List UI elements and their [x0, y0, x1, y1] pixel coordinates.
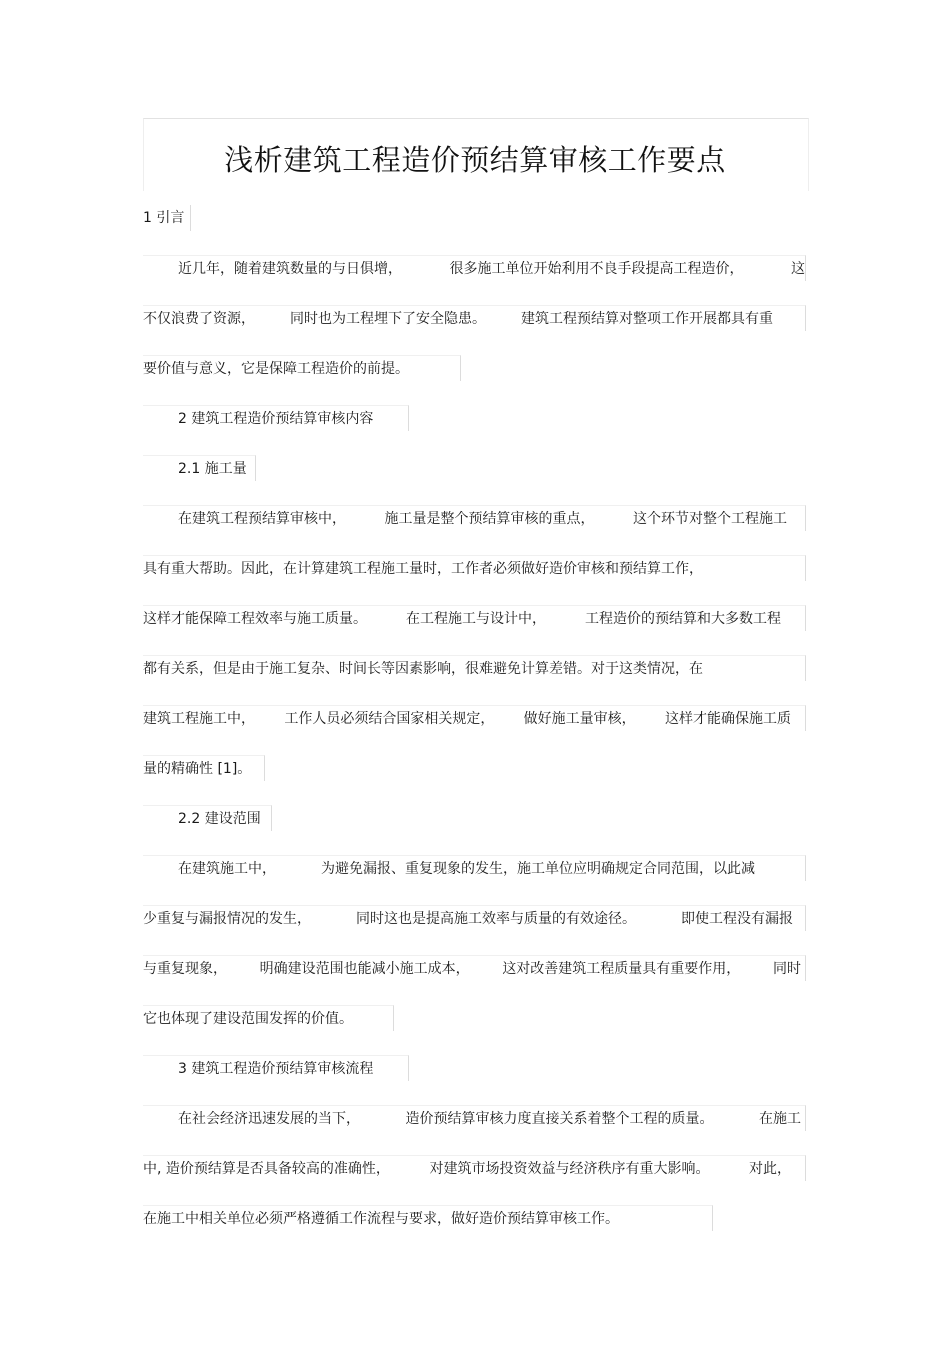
text-segment: 建筑工程预结算对整项工作开展都具有重	[521, 311, 773, 327]
text-segment: 2 建筑工程造价预结算审核内容	[178, 411, 374, 427]
paragraph-line	[143, 655, 806, 681]
paragraph-line	[143, 955, 806, 981]
paragraph-line	[143, 505, 806, 531]
text-segment: 工程造价的预结算和大多数工程	[585, 611, 781, 627]
text-segment: 在工程施工与设计中，	[406, 611, 546, 627]
text-segment: 造价预结算审核力度直接关系着整个工程的质量。	[405, 1111, 714, 1127]
text-segment: 建筑工程施工中，	[143, 711, 255, 727]
text-segment: 与重复现象，	[143, 961, 227, 977]
section-heading-2	[143, 405, 409, 431]
text-segment: 这	[791, 261, 805, 277]
paragraph-line	[143, 905, 806, 931]
section-heading-3	[143, 1055, 409, 1081]
text-segment: 工作人员必须结合国家相关规定，	[284, 711, 495, 727]
paragraph-line	[143, 1005, 394, 1031]
subsection-heading-2-1	[143, 455, 256, 481]
section-heading-1	[143, 205, 191, 231]
text-segment: 都有关系，但是由于施工复杂、时间长等因素影响，很难避免计算差错。对于这类情况，在	[143, 661, 703, 677]
text-segment: 同时这也是提高施工效率与质量的有效途径。	[356, 911, 636, 927]
text-segment: 不仅浪费了资源，	[143, 311, 255, 327]
paragraph-line	[143, 305, 806, 331]
paragraph-line	[143, 555, 806, 581]
paragraph-line	[143, 1105, 806, 1131]
text-segment: 3 建筑工程造价预结算审核流程	[178, 1061, 374, 1077]
text-segment: 在建筑工程预结算审核中，	[178, 511, 346, 527]
text-segment: 2.1 施工量	[178, 461, 247, 477]
text-segment: 这个环节对整个工程施工	[633, 511, 787, 527]
paragraph-line	[143, 755, 265, 781]
text-segment: 具有重大帮助。因此，在计算建筑工程施工量时，工作者必须做好造价审核和预结算工作，	[143, 561, 703, 577]
document-title: 浅析建筑工程造价预结算审核工作要点	[224, 143, 726, 177]
text-segment: 少重复与漏报情况的发生，	[143, 911, 311, 927]
text-segment: 同时	[772, 961, 801, 977]
text-segment: 近几年，随着建筑数量的与日俱增，	[178, 261, 402, 277]
text-segment: 这样才能确保施工质	[664, 711, 791, 727]
text-segment: 对此，	[749, 1161, 791, 1177]
paragraph-line	[143, 255, 806, 281]
paragraph-line	[143, 1205, 713, 1231]
paragraph-line	[143, 605, 806, 631]
text-segment: 明确建设范围也能减小施工成本，	[259, 961, 470, 977]
text-segment: 中, 造价预结算是否具备较高的准确性，	[143, 1161, 390, 1177]
text-segment: 量的精确性 [1]。	[143, 761, 252, 777]
text-segment: 很多施工单位开始利用不良手段提高工程造价，	[449, 261, 744, 277]
text-segment: 这对改善建筑工程质量具有重要作用，	[502, 961, 741, 977]
text-segment: 1 引言	[143, 210, 185, 226]
text-segment: 在施工中相关单位必须严格遵循工作流程与要求，做好造价预结算审核工作。	[143, 1211, 619, 1227]
text-segment: 要价值与意义，它是保障工程造价的前提。	[143, 361, 409, 377]
text-segment: 即使工程没有漏报	[681, 911, 793, 927]
paragraph-line	[143, 1155, 806, 1181]
text-segment: 在建筑施工中，	[178, 861, 276, 877]
subsection-heading-2-2	[143, 805, 272, 831]
text-segment: 同时也为工程埋下了安全隐患。	[290, 311, 486, 327]
paragraph-line	[143, 705, 806, 731]
paragraph-line	[143, 355, 461, 381]
text-segment: 在施工	[759, 1111, 801, 1127]
text-segment: 这样才能保障工程效率与施工质量。	[143, 611, 367, 627]
text-segment: 施工量是整个预结算审核的重点，	[384, 511, 595, 527]
text-segment: 对建筑市场投资效益与经济秩序有重大影响。	[429, 1161, 710, 1177]
text-segment: 在社会经济迅速发展的当下，	[178, 1111, 360, 1127]
text-segment: 为避免漏报、重复现象的发生，施工单位应明确规定合同范围，以此减	[321, 861, 755, 877]
text-segment: 它也体现了建设范围发挥的价值。	[143, 1011, 353, 1027]
paragraph-line	[143, 855, 806, 881]
text-segment: 做好施工量审核，	[523, 711, 636, 727]
text-segment: 2.2 建设范围	[178, 811, 261, 827]
